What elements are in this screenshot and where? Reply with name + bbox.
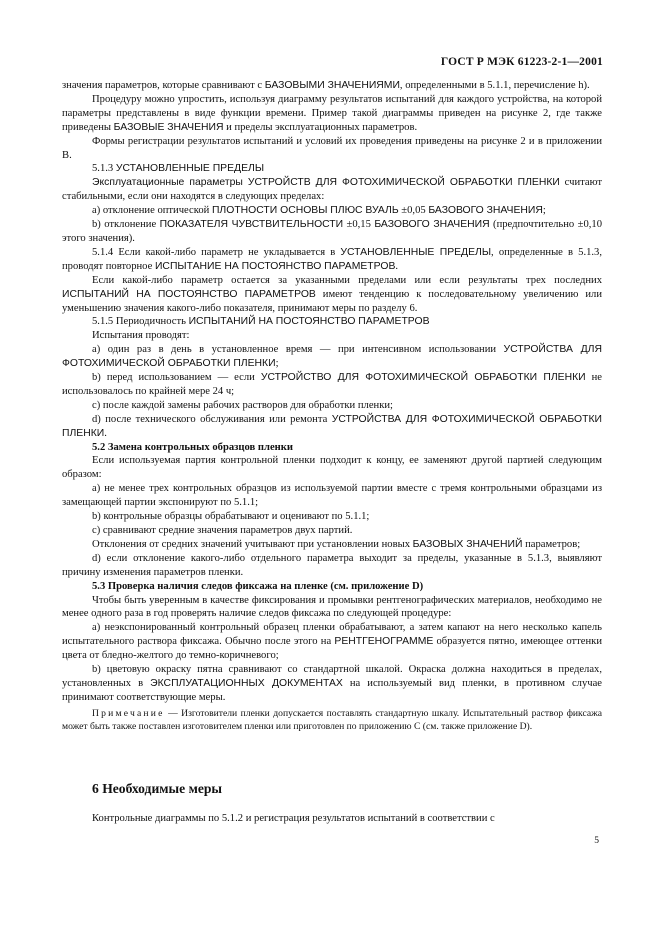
paragraph: Чтобы быть уверенным в качестве фиксирования и промывки рентгенографических материалов, необходимо не менее одного раза в год проверять наличие следов фиксажа по следующей процедуре: bbox=[62, 594, 602, 620]
list-item: b) перед использованием — если УСТРОЙСТВО ДЛЯ ФОТОХИМИЧЕСКОЙ ОБРАБОТКИ ПЛЕНКИ не использовалось по крайней мере 24 ч; bbox=[62, 372, 603, 397]
paragraph: Формы регистрации результатов испытаний и условий их проведения приведены на рисунке 2 и в приложении В. bbox=[62, 135, 602, 161]
running-header: ГОСТ Р МЭК 61223-2-1—2001 bbox=[440, 56, 603, 68]
list-item: a) отклонение оптической ПЛОТНОСТИ ОСНОВЫ ПЛЮС ВУАЛЬ ±0,05 БАЗОВОГО ЗНАЧЕНИЯ; bbox=[92, 205, 546, 217]
paragraph: Если используемая партия контрольной пленки подходит к концу, ее заменяют другой партией следующим образом: bbox=[62, 455, 602, 481]
list-item: a) один раз в день в установленное время — при интенсивном использовании УСТРОЙСТВА ДЛЯ ФОТОХИМИЧЕСКОЙ ОБРАБОТКИ ПЛЕНКИ; bbox=[62, 344, 602, 370]
paragraph: Испытания проводят: bbox=[92, 330, 190, 342]
paragraph: значения параметров, которые сравнивают с БАЗОВЫМИ ЗНАЧЕНИЯМИ, определенными в 5.1.1, перечисление h). bbox=[62, 80, 590, 91]
note-label: Примечание bbox=[92, 707, 165, 719]
list-item: b) отклонение ПОКАЗАТЕЛЯ ЧУВСТВИТЕЛЬНОСТИ ±0,15 БАЗОВОГО ЗНАЧЕНИЯ (предпочтительно ±0,10 этого значения). bbox=[62, 219, 602, 244]
subsection-heading: 5.1.3 УСТАНОВЛЕННЫЕ ПРЕДЕЛЫ bbox=[92, 163, 265, 175]
list-item: a) неэкспонированный контрольный образец пленки обрабатывают, а затем капают на него несколько капель испытательного раствора фиксажа. Обычно после этого на РЕНТГЕНОГРАММЕ образуется пятно, имеющее оттенки цвета от бледно-желтого до темно-коричневого; bbox=[62, 622, 602, 662]
body-text bbox=[62, 79, 602, 733]
paragraph: Эксплуатационные параметры УСТРОЙСТВ ДЛЯ ФОТОХИМИЧЕСКОЙ ОБРАБОТКИ ПЛЕНКИ считают стабильными, если они находятся в следующих пределах: bbox=[62, 177, 602, 203]
paragraph: 5.1.4 Если какой-либо параметр не укладывается в УСТАНОВЛЕННЫЕ ПРЕДЕЛЫ, определенные в 5.1.3, проводят повторное ИСПЫТАНИЕ НА ПОСТОЯНСТВО ПАРАМЕТРОВ. bbox=[62, 246, 602, 272]
list-item: b) цветовую окраску пятна сравнивают со стандартной шкалой. Окраска должна находиться в пределах, установленных в ЭКСПЛУАТАЦИОННЫХ ДОКУМЕНТАХ на используемый вид пленки, в противном случае принимают соответствующие меры. bbox=[62, 664, 602, 703]
note: Примечание — Изготовители пленки допускается поставлять стандартную шкалу. Испытательный раствор фиксажа может быть также поставлен изготовителем пленки или приготовлен по приложению С (см. также приложение D). bbox=[62, 707, 602, 732]
list-item: c) сравнивают средние значения параметров двух партий. bbox=[92, 525, 353, 536]
paragraph: Отклонения от средних значений учитывают при установлении новых БАЗОВЫХ ЗНАЧЕНИЙ параметров; bbox=[92, 538, 581, 550]
page-number: 5 bbox=[594, 836, 599, 846]
paragraph: Если какой-либо параметр остается за указанными пределами или если результаты трех последних ИСПЫТАНИЙ НА ПОСТОЯНСТВО ПАРАМЕТРОВ имеют тенденцию к последовательному увеличению или уменьшению значения какого-либо показателя, принимают меры по разделу 6. bbox=[62, 274, 602, 314]
paragraph: Контрольные диаграммы по 5.1.2 и регистрация результатов испытаний в соответствии с bbox=[92, 813, 495, 824]
paragraph: Процедуру можно упростить, используя диаграмму результатов испытаний для каждого устройства, на которой параметры представлены в виде функции времени. Пример такой диаграммы приведен на рисунке 2, где также приведены БАЗОВЫЕ ЗНАЧЕНИЯ и пределы эксплуатационных параметров. bbox=[62, 93, 602, 133]
subsection-heading: 5.2 Замена контрольных образцов пленки bbox=[92, 441, 293, 453]
list-item: c) после каждой замены рабочих растворов для обработки пленки; bbox=[92, 399, 393, 411]
list-item: d) если отклонение какого-либо отдельного параметра выходит за пределы, указанные в 5.1.3, выявляют причину изменения параметров пленки. bbox=[62, 552, 602, 578]
section-heading: 6 Необходимые меры bbox=[92, 781, 223, 796]
subsection-heading: 5.1.5 Периодичность ИСПЫТАНИЙ НА ПОСТОЯНСТВО ПАРАМЕТРОВ bbox=[92, 316, 430, 328]
list-item: a) не менее трех контрольных образцов из используемой партии вместе с тремя контрольными образцами из замещающей партии экспонируют по 5.1.1; bbox=[62, 483, 602, 509]
list-item: d) после технического обслуживания или ремонта УСТРОЙСТВА ДЛЯ ФОТОХИМИЧЕСКОЙ ОБРАБОТКИ ПЛЕНКИ. bbox=[62, 413, 602, 439]
list-item: b) контрольные образцы обрабатывают и оценивают по 5.1.1; bbox=[92, 511, 370, 523]
subsection-heading: 5.3 Проверка наличия следов фиксажа на пленке (см. приложение D) bbox=[92, 580, 424, 592]
